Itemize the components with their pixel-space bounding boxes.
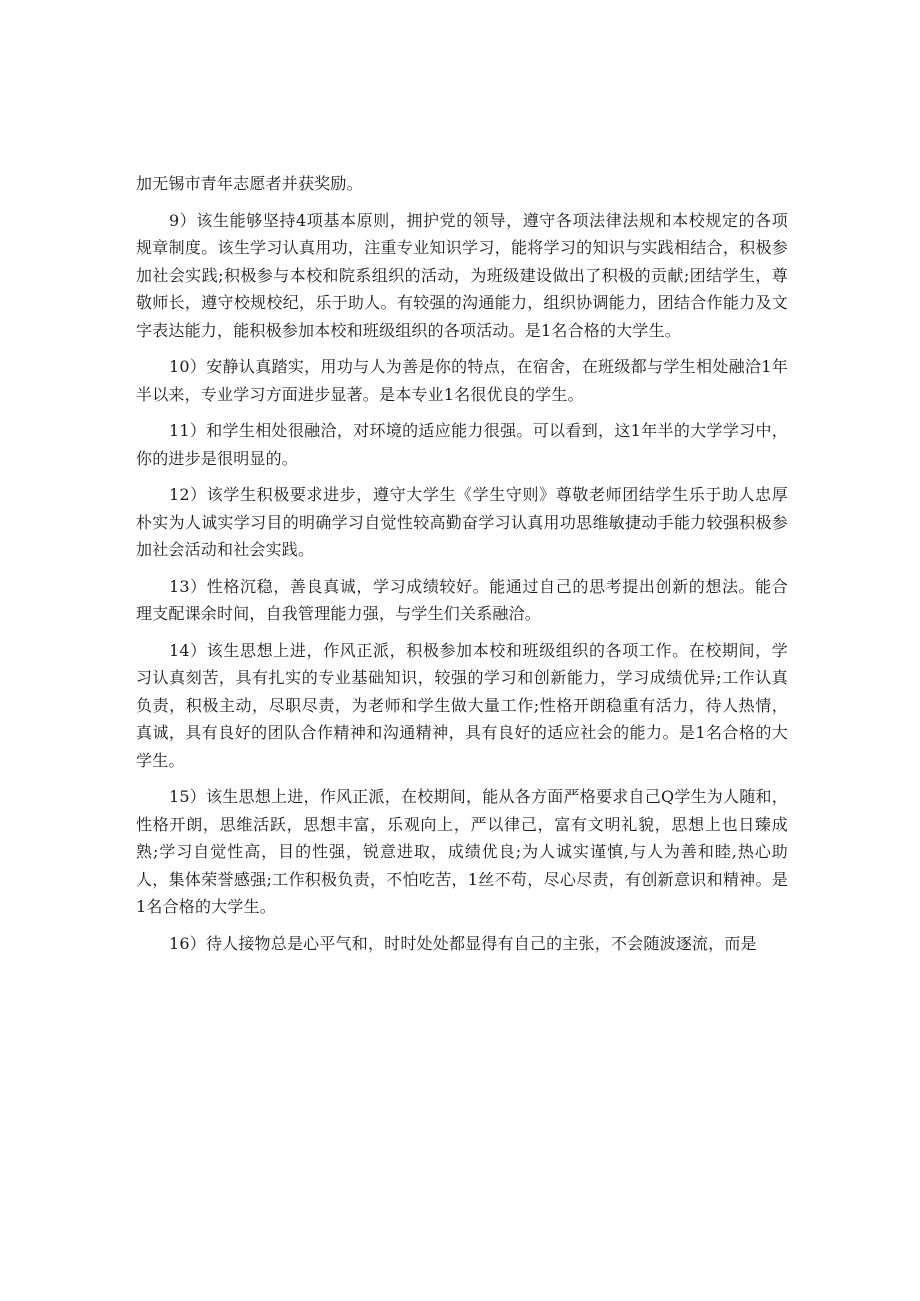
paragraph-item-10: 10）安静认真踏实，用功与人为善是你的特点，在宿舍，在班级都与学生相处融洽1年半以来，专业学习方面进步显著。是本专业1名很优良的学生。 — [136, 357, 788, 404]
document-body — [136, 170, 788, 957]
paragraph-item-9: 9）该生能够坚持4项基本原则，拥护党的领导，遵守各项法律法规和本校规定的各项规章制度。该生学习认真用功，注重专业知识学习，能将学习的知识与实践相结合，积极参加社会实践;积极参与本校和院系组织的活动，为班级建设做出了积极的贡献;团结学生，尊敬师长，遵守校规校纪，乐于助人。有较强的沟通能力，组织协调能力，团结合作能力及文字表达能力，能积极参加本校和班级组织的各项活动。是1名合格的大学生。 — [136, 210, 788, 340]
paragraph-item-11: 11）和学生相处很融洽，对环境的适应能力很强。可以看到，这1年半的大学学习中，你的进步是很明显的。 — [136, 421, 788, 468]
paragraph-item-14: 14）该生思想上进，作风正派，积极参加本校和班级组织的各项工作。在校期间，学习认真刻苦，具有扎实的专业基础知识，较强的学习和创新能力，学习成绩优异;工作认真负责，积极主动，尽职尽责，为老师和学生做大量工作;性格开朗稳重有活力，待人热情，真诚，具有良好的团队合作精神和沟通精神，具有良好的适应社会的能力。是1名合格的大学生。 — [136, 640, 788, 770]
paragraph-item-13: 13）性格沉稳，善良真诚，学习成绩较好。能通过自己的思考提出创新的想法。能合理支配课余时间，自我管理能力强，与学生们关系融洽。 — [136, 576, 788, 623]
paragraph-item-12: 12）该学生积极要求进步，遵守大学生《学生守则》尊敬老师团结学生乐于助人忠厚朴实为人诚实学习目的明确学习自觉性较高勤奋学习认真用功思维敏捷动手能力较强积极参加社会活动和社会实践。 — [136, 485, 788, 559]
paragraph-continuation: 加无锡市青年志愿者并获奖励。 — [136, 174, 363, 193]
paragraph-item-16: 16）待人接物总是心平气和，时时处处都显得有自己的主张，不会随波逐流，而是 — [169, 933, 757, 953]
paragraph-item-15: 15）该生思想上进，作风正派，在校期间，能从各方面严格要求自己Q学生为人随和，性格开朗，思维活跃，思想丰富，乐观向上，严以律己，富有文明礼貌，思想上也日臻成熟;学习自觉性高，目的性强，锐意进取，成绩优良;为人诚实谨慎,与人为善和睦,热心助人，集体荣誉感强;工作积极负责，不怕吃苦，1丝不苟，尽心尽责，有创新意识和精神。是1名合格的大学生。 — [136, 787, 788, 916]
